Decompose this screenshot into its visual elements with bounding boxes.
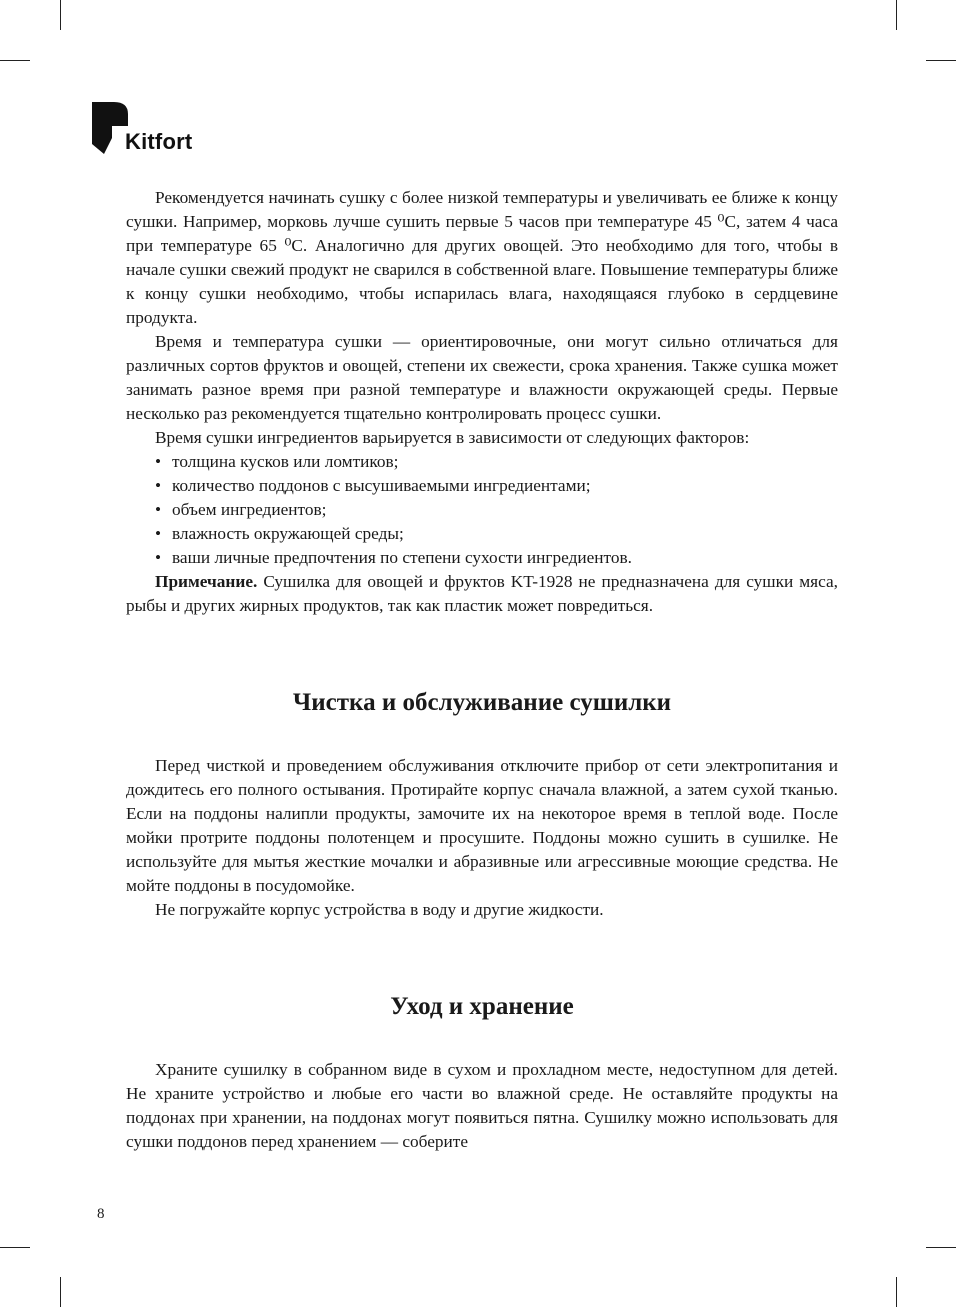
cleaning-paragraph: Не погружайте корпус устройства в воду и другие жидкости. <box>155 900 604 919</box>
crop-mark <box>60 0 61 30</box>
intro-paragraph: Время и температура сушки — ориентировочные, они могут сильно отличаться для различных сортов фруктов и овощей, степени их свежести, срока хранения. Также сушка может занимать разное время при разной температуре и влажности окружающей среды. Первые несколько раз рекомендуется тщательно контролировать процесс сушки. <box>126 332 838 423</box>
crop-mark <box>0 60 30 61</box>
cleaning-paragraph: Перед чисткой и проведением обслуживания отключите прибор от сети электропитания и дождитесь его полного остывания. Протирайте корпус сначала влажной, а затем сухой тканью. Если на поддоны налипли продукты, замочите их на некоторое время в теплой воде. После мойки протрите поддоны полотенцем и просушите. Поддоны можно сушить в сушилке. Не используйте для мытья жесткие мочалки и абразивные или агрессивные моющие средства. Не мойте поддоны в посудомойке. <box>126 756 838 895</box>
crop-mark <box>926 60 956 61</box>
brand-name: Kitfort <box>125 129 193 154</box>
bullet: • <box>155 452 162 471</box>
intro-paragraph: Время сушки ингредиентов варьируется в зависимости от следующих факторов: <box>155 428 750 447</box>
kitfort-logo <box>92 100 222 160</box>
list-item: • ваши личные предпочтения по степени сухости ингредиентов. <box>126 546 838 570</box>
page-content <box>126 186 838 1154</box>
page-number: 8 <box>97 1206 105 1222</box>
cleaning-heading: Чистка и обслуживание сушилки <box>292 689 672 716</box>
storage-heading: Уход и хранение <box>390 993 574 1020</box>
list-item: • толщина кусков или ломтиков; <box>126 450 838 474</box>
storage-paragraph: Храните сушилку в собранном виде в сухом и прохладном месте, недоступном для детей. Не храните устройство и любые его части во влажной среде. Не оставляйте продукты на поддонах при хранении, на поддонах могут появиться пятна. Сушилку можно использовать для сушки поддонов перед хранением — соберите <box>126 1060 838 1151</box>
crop-mark <box>60 1277 61 1307</box>
crop-mark <box>926 1247 956 1248</box>
list-item: • влажность окружающей среды; <box>126 522 838 546</box>
note-paragraph <box>126 570 838 618</box>
note-label: Примечание. <box>155 572 258 591</box>
crop-mark <box>896 0 897 30</box>
factors-list <box>126 450 838 570</box>
bullet: • <box>155 500 162 519</box>
intro-paragraph: Рекомендуется начинать сушку с более низкой температуры и увеличивать ее ближе к концу сушки. Например, морковь лучше сушить первые 5 часов при температуре 45 ⁰С, затем 4 часа при температуре 65 ⁰С. Аналогично для других овощей. Это необходимо для того, чтобы в начале сушки свежий продукт не сварился в собственной влаге. Повышение температуры ближе к концу сушки необходимо, чтобы испарилась влага, находящаяся глубоко в сердцевине продукта. <box>126 188 838 327</box>
bullet: • <box>155 524 162 543</box>
list-item: • объем ингредиентов; <box>126 498 838 522</box>
crop-mark <box>0 1247 30 1248</box>
note-text: Сушилка для овощей и фруктов KT-1928 не предназначена для сушки мяса, рыбы и других жирных продуктов, так как пластик может повредиться. <box>126 572 838 615</box>
bullet: • <box>155 548 162 567</box>
list-item: • количество поддонов с высушиваемыми ингредиентами; <box>126 474 838 498</box>
crop-mark <box>896 1277 897 1307</box>
bullet: • <box>155 476 162 495</box>
